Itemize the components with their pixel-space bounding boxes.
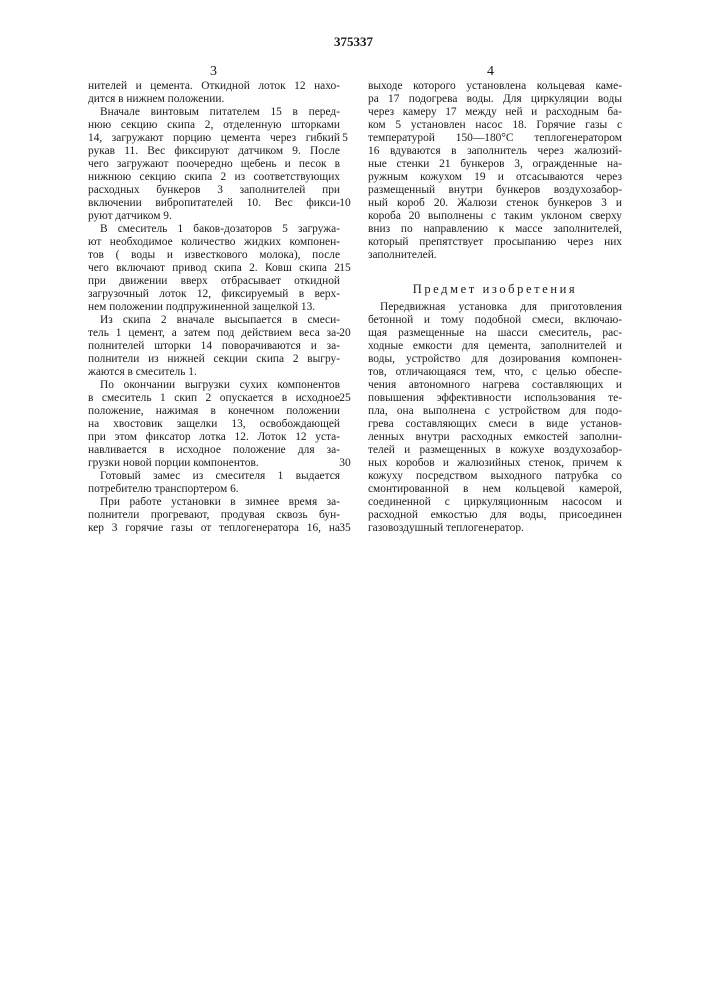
text-line: в смеситель 1 скип 2 опускается в исходное	[88, 392, 340, 405]
line-number: 5	[336, 132, 354, 145]
text-line: соединенной с циркуляционным насосом и	[368, 496, 622, 509]
line-number: 20	[336, 327, 354, 340]
text-line: чения автономного нагрева составляющих и	[368, 379, 622, 392]
text-line: ленных внутри расходных емкостей заполни-	[368, 431, 622, 444]
line-number: 10	[336, 197, 354, 210]
text-line: который препятствует просыпанию через них	[368, 236, 622, 249]
text-line: ходные емкости для цемента, заполнителей и	[368, 340, 622, 353]
text-line: 14, загружают порцию цемента через гибкий	[88, 132, 340, 145]
text-line: температурой 150—180°С теплогенератором	[368, 132, 622, 145]
line-number: 25	[336, 392, 354, 405]
text-line: нителей и цемента. Откидной лоток 12 нахо-	[88, 80, 340, 93]
patent-number: 375337	[0, 34, 707, 50]
text-line: короба 20 выполнены с таким уклоном сверху	[368, 210, 622, 223]
text-line: ружным кожухом 19 и отсасываются через	[368, 171, 622, 184]
text-line: дится в нижнем положении.	[88, 93, 340, 106]
text-line: при движении вверх отбрасывает откидной	[88, 275, 340, 288]
text-line: расходных бункеров 3 заполнителей при	[88, 184, 340, 197]
text-line: газовоздушный теплогенератор.	[368, 522, 622, 535]
text-line: ют необходимое количество жидких компонен-	[88, 236, 340, 249]
text-line: повышения эффективности использования те-	[368, 392, 622, 405]
text-line: на хвостовик защелки 13, освобождающей	[88, 418, 340, 431]
section-heading: Предмет изобретения	[368, 282, 622, 297]
line-number: 35	[336, 522, 354, 535]
text-line: Передвижная установка для приготовления	[368, 301, 622, 314]
line-number: 30	[336, 457, 354, 470]
text-line: Готовый замес из смесителя 1 выдается	[88, 470, 340, 483]
text-line: кожуху посредством выходного патрубка со	[368, 470, 622, 483]
text-line: рукав 11. Вес фиксируют датчиком 9. После	[88, 145, 340, 158]
text-line: чего загружают поочередно щебень и песок в	[88, 158, 340, 171]
text-line: пла, она выполнена с устройством для подо-	[368, 405, 622, 418]
text-line: нижнюю секцию скипа 2 из соответствующих	[88, 171, 340, 184]
text-line: Вначале винтовым питателем 15 в перед-	[88, 106, 340, 119]
page-number-left: 3	[210, 64, 217, 80]
text-line: телей и размещенных в кожухе воздухозабор-	[368, 444, 622, 457]
text-line: чего включают привод скипа 2. Ковш скипа 2	[88, 262, 340, 275]
text-line: 16 вдуваются в заполнитель через жалюзий-	[368, 145, 622, 158]
text-line: заполнителей.	[368, 249, 622, 262]
text-line: загрузочный лоток 12, фиксируемый в верх-	[88, 288, 340, 301]
text-line: тов, отличающаяся тем, что, с целью обеспе-	[368, 366, 622, 379]
text-line: вниз по направлению к массе заполнителей,	[368, 223, 622, 236]
text-line: грузки новой порции компонентов.	[88, 457, 340, 470]
text-line: При работе установки в зимнее время за-	[88, 496, 340, 509]
text-line: полнители прогревают, продувая сквозь бун-	[88, 509, 340, 522]
text-line: Из скипа 2 вначале высыпается в смеси-	[88, 314, 340, 327]
text-line: потребителю транспортером 6.	[88, 483, 340, 496]
page-number-right: 4	[487, 64, 494, 80]
text-line: По окончании выгрузки сухих компонентов	[88, 379, 340, 392]
text-line: полнители из нижней секции скипа 2 выгру-	[88, 353, 340, 366]
text-line: ный короб 20. Жалюзи стенок бункеров 3 и	[368, 197, 622, 210]
line-number: 15	[336, 262, 354, 275]
text-line: нем положении подпружиненной защелкой 13.	[88, 301, 340, 314]
text-line: выходе которого установлена кольцевая каме-	[368, 80, 622, 93]
text-line: включении вибропитателей 10. Вес фикси-	[88, 197, 340, 210]
text-line: через камеру 17 между ней и расходным ба-	[368, 106, 622, 119]
text-line: положение, нажимая в конечном положении	[88, 405, 340, 418]
text-line: кер 3 горячие газы от теплогенератора 16, на	[88, 522, 340, 535]
text-line: воды, устройство для дозирования компонен-	[368, 353, 622, 366]
text-line: щая размещенные на шасси смеситель, рас-	[368, 327, 622, 340]
text-line: ра 17 подогрева воды. Для циркуляции воды	[368, 93, 622, 106]
text-line: жаются в смеситель 1.	[88, 366, 340, 379]
text-line: ные стенки 21 бункеров 3, огражденные на-	[368, 158, 622, 171]
text-line: расходной емкостью для воды, присоединен	[368, 509, 622, 522]
text-line: при этом фиксатор лотка 12. Лоток 12 уста-	[88, 431, 340, 444]
text-line: В смеситель 1 баков-дозаторов 5 загружа-	[88, 223, 340, 236]
text-line: ком 5 установлен насос 18. Горячие газы с	[368, 119, 622, 132]
text-line: тель 1 цемент, а затем под действием веса за-	[88, 327, 340, 340]
text-line: руют датчиком 9.	[88, 210, 340, 223]
text-line: бетонной и тому подобной смеси, включаю-	[368, 314, 622, 327]
text-line: навливается в исходное положение для за-	[88, 444, 340, 457]
text-line: ных коробов и жалюзийных стенок, причем к	[368, 457, 622, 470]
text-line: смонтированной в нем кольцевой камерой,	[368, 483, 622, 496]
text-line: грева составляющих смеси в виде установ-	[368, 418, 622, 431]
text-line: нюю секцию скипа 2, отделенную шторками	[88, 119, 340, 132]
text-line: размещенный внутри бункеров воздухозабор-	[368, 184, 622, 197]
text-line: тов ( воды и известкового молока), после	[88, 249, 340, 262]
text-line: полнителей шторки 14 поворачиваются и за-	[88, 340, 340, 353]
